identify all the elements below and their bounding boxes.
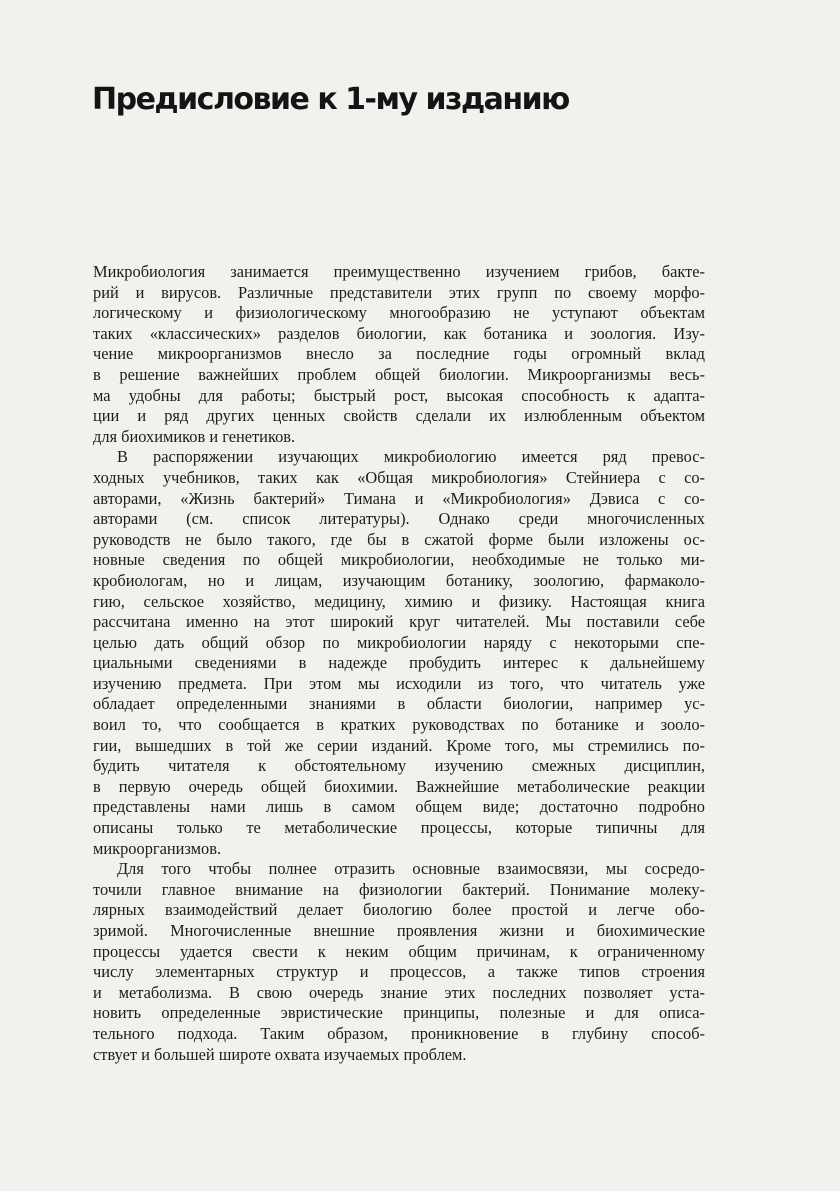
text-line: рий и вирусов. Различные представители этих групп по своему морфо- (93, 282, 705, 302)
text-line: обладает определенными знаниями в области биологии, например ус- (93, 694, 705, 714)
text-line: гии, вышедших в той же серии изданий. Кроме того, мы стремились по- (93, 735, 705, 755)
text-line: воил то, что сообщается в кратких руководствах по ботанике и зооло- (93, 715, 705, 735)
text-line: Для того чтобы полнее отразить основные взаимосвязи, мы сосредо- (117, 859, 705, 879)
text-line: целью дать общий обзор по микробиологии наряду с некоторыми спе- (93, 632, 705, 652)
text-line: изучению предмета. При этом мы исходили из того, что читатель уже (93, 673, 705, 693)
page-title: Предисловие к 1-му изданию (92, 82, 569, 117)
text-line: таких «классических» разделов биологии, как ботаника и зоология. Изу- (93, 323, 705, 343)
text-line: авторами, «Жизнь бактерий» Тимана и «Микробиология» Дэвиса с со- (93, 488, 705, 508)
text-line: ма удобны для работы; быстрый рост, высокая способность к адапта- (93, 385, 705, 405)
text-line: ции и ряд других ценных свойств сделали их излюбленным объектом (93, 406, 705, 426)
text-line: ствует и большей широте охвата изучаемых проблем. (93, 1044, 467, 1064)
text-line: новить определенные эвристические принципы, полезные и для описа- (93, 1003, 705, 1023)
text-line: числу элементарных структур и процессов, а также типов строения (93, 962, 705, 982)
paragraph-1 (93, 262, 705, 447)
text-line: для биохимиков и генетиков. (93, 426, 296, 446)
text-line: в решение важнейших проблем общей биологии. Микроорганизмы весь- (93, 364, 705, 384)
text-line: Микробиология занимается преимущественно изучением грибов, бакте- (93, 262, 705, 281)
text-line: процессы удается свести к неким общим причинам, к ограниченному (93, 941, 705, 961)
text-line: авторами (см. список литературы). Однако среди многочисленных (93, 509, 705, 529)
text-line: логическому и физиологическому многообразию не уступают объектам (93, 303, 705, 323)
text-line: циальными сведениями в надежде пробудить интерес к дальнейшему (93, 653, 705, 673)
text-line: тельного подхода. Таким образом, проникновение в глубину способ- (93, 1023, 705, 1043)
text-line: и метаболизма. В свою очередь знание этих последних позволяет уста- (93, 982, 705, 1002)
text-line: кробиологам, но и лицам, изучающим ботанику, зоологию, фармаколо- (93, 570, 705, 590)
text-line: представлены нами лишь в самом общем виде; достаточно подробно (93, 797, 705, 817)
text-line: руководств не было такого, где бы в сжатой форме были изложены ос- (93, 529, 705, 549)
paragraph-2 (93, 447, 705, 859)
paragraph-3 (93, 859, 705, 1065)
text-line: ходных учебников, таких как «Общая микробиология» Стейниера с со- (93, 467, 705, 487)
text-line: лярных взаимодействий делает биологию более простой и легче обо- (93, 900, 705, 920)
body-text (93, 262, 705, 1065)
text-line: гию, сельское хозяйство, медицину, химию и физику. Настоящая книга (93, 591, 705, 611)
text-line: новные сведения по общей микробиологии, необходимые не только ми- (93, 550, 705, 570)
text-line: описаны только те метаболические процессы, которые типичны для (93, 818, 705, 838)
text-line: будить читателя к обстоятельному изучению смежных дисциплин, (93, 756, 705, 776)
text-line: рассчитана именно на этот широкий круг читателей. Мы поставили себе (93, 612, 705, 632)
text-line: в первую очередь общей биохимии. Важнейшие метаболические реакции (93, 776, 705, 796)
text-line: точили главное внимание на физиологии бактерий. Понимание молеку- (93, 879, 705, 899)
text-line: чение микроорганизмов внесло за последние годы огромный вклад (93, 344, 705, 364)
text-line: В распоряжении изучающих микробиологию имеется ряд превос- (117, 447, 705, 467)
text-line: микроорганизмов. (93, 838, 222, 858)
text-line: зримой. Многочисленные внешние проявления жизни и биохимические (93, 921, 705, 940)
